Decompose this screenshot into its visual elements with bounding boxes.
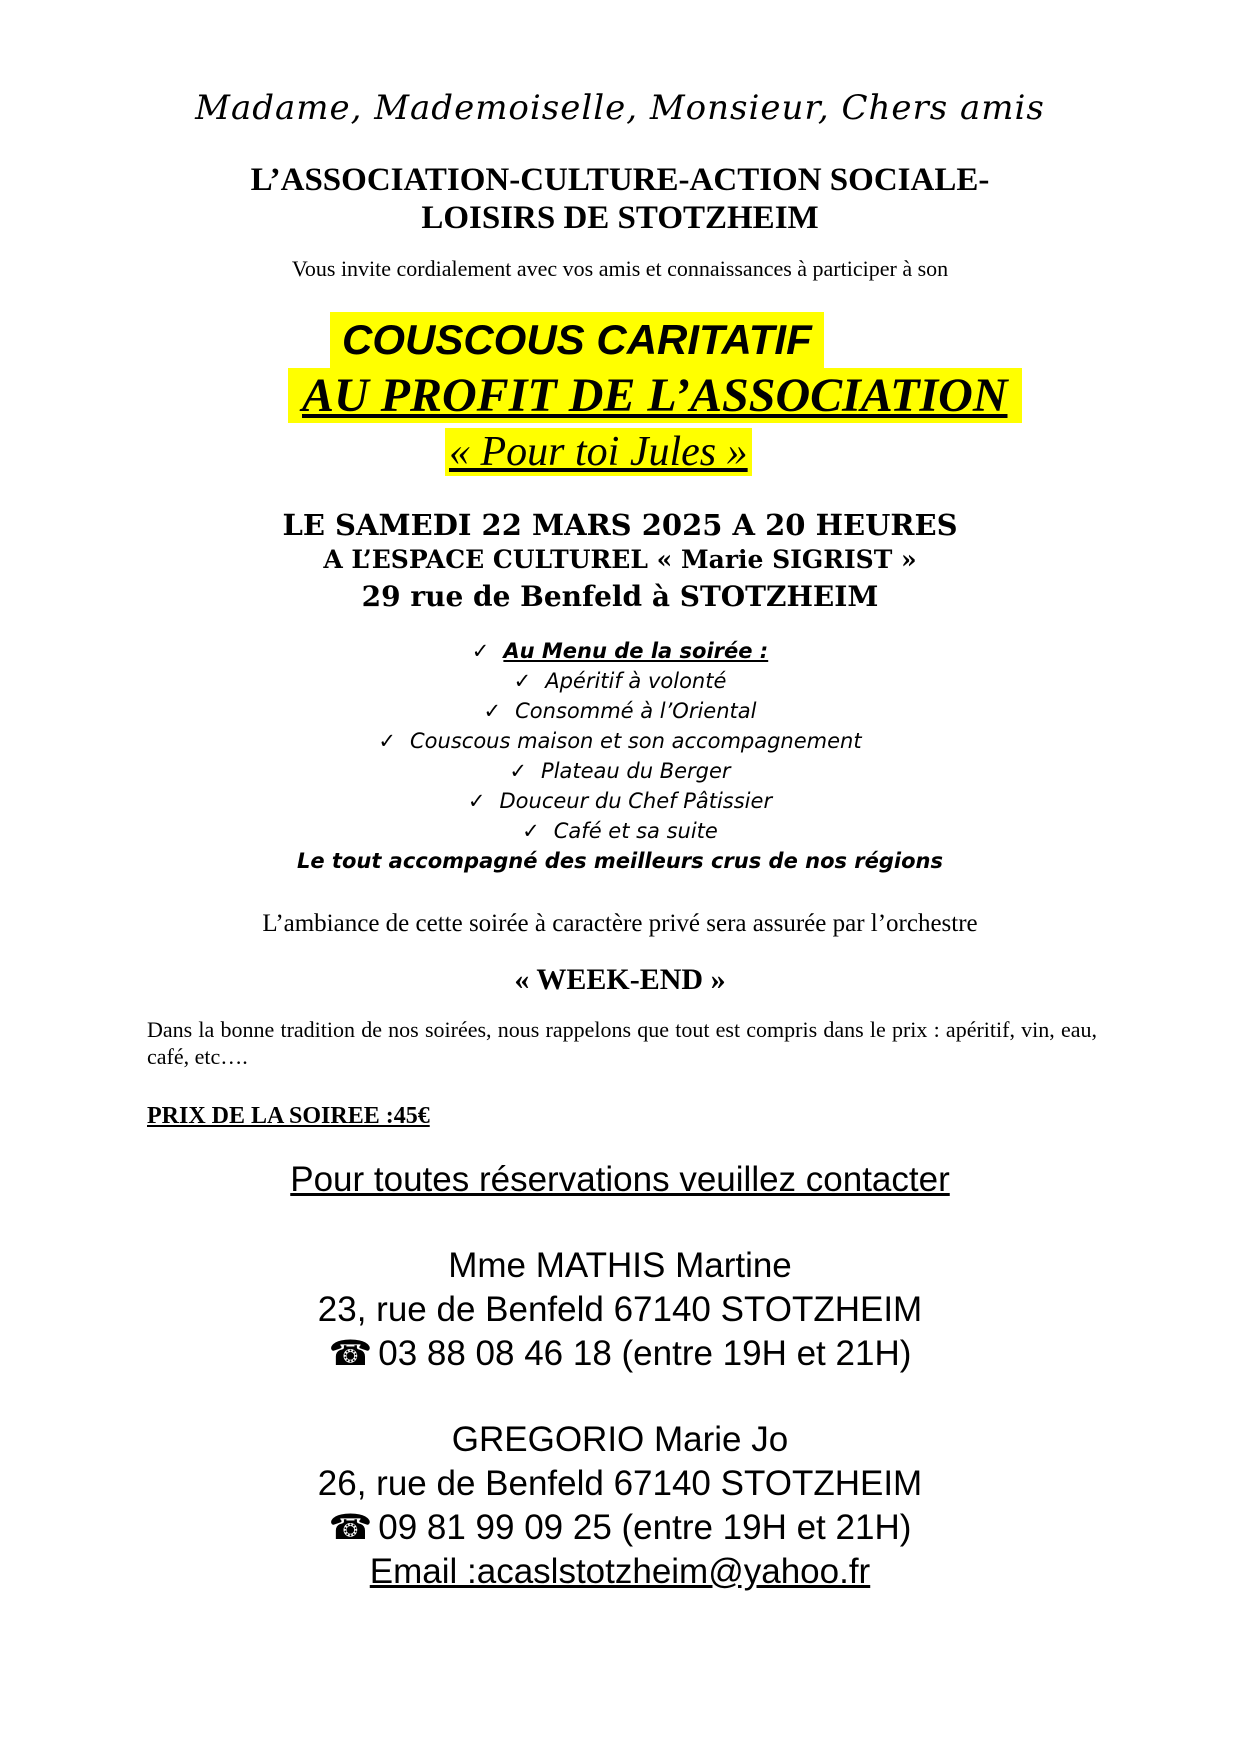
contact-1-address: 23, rue de Benfeld 67140 STOTZHEIM xyxy=(317,1290,923,1329)
check-icon: ✓ xyxy=(509,759,528,783)
list-item xyxy=(0,666,1240,696)
greeting: Madame, Mademoiselle, Monsieur, Chers amis xyxy=(195,88,1045,128)
contact-1-name: Mme MATHIS Martine xyxy=(448,1246,792,1285)
phone-icon: ☎ xyxy=(328,1334,373,1373)
check-icon: ✓ xyxy=(467,789,486,813)
event-beneficiary: AU PROFIT DE L’ASSOCIATION xyxy=(288,368,1022,423)
menu-item: Apéritif à volonté xyxy=(545,669,727,693)
menu-item: Douceur du Chef Pâtissier xyxy=(499,789,773,813)
invitation-text: Vous invite cordialement avec vos amis et connaissances à participer à son xyxy=(291,256,949,281)
list-item xyxy=(0,786,1240,816)
list-item xyxy=(0,816,1240,846)
menu-item: Consommé à l’Oriental xyxy=(515,699,757,723)
contact-2-phone: 09 81 99 09 25 (entre 19H et 21H) xyxy=(378,1508,912,1547)
contact-2-phone-row xyxy=(0,1508,1240,1548)
event-address: 29 rue de Benfeld à STOTZHEIM xyxy=(361,580,879,613)
association-name-line2: LOISIRS DE STOTZHEIM xyxy=(421,200,819,236)
menu-item: Café et sa suite xyxy=(553,819,718,843)
event-date: LE SAMEDI 22 MARS 2025 A 20 HEURES xyxy=(282,508,958,542)
check-icon: ✓ xyxy=(483,699,502,723)
event-price: PRIX DE LA SOIREE :45€ xyxy=(147,1103,430,1129)
association-name-line1: L’ASSOCIATION-CULTURE-ACTION SOCIALE- xyxy=(250,162,990,198)
list-item xyxy=(0,756,1240,786)
menu-heading-row xyxy=(0,636,1240,666)
event-venue: A L’ESPACE CULTUREL « Marie SIGRIST » xyxy=(323,545,917,574)
ambiance-text: L’ambiance de cette soirée à caractère privé sera assurée par l’orchestre xyxy=(262,910,978,937)
check-icon: ✓ xyxy=(471,639,490,663)
event-title: COUSCOUS CARITATIF xyxy=(330,312,824,372)
contact-2-address: 26, rue de Benfeld 67140 STOTZHEIM xyxy=(317,1464,923,1503)
list-item xyxy=(0,726,1240,756)
contact-email[interactable]: Email :acaslstotzheim@yahoo.fr xyxy=(369,1552,871,1591)
check-icon: ✓ xyxy=(378,729,397,753)
contact-1-phone-row xyxy=(0,1334,1240,1374)
contact-2-name: GREGORIO Marie Jo xyxy=(451,1420,789,1459)
phone-icon: ☎ xyxy=(328,1508,373,1547)
menu-footer: Le tout accompagné des meilleurs crus de nos régions xyxy=(296,849,944,873)
check-icon: ✓ xyxy=(513,669,532,693)
reservation-heading: Pour toutes réservations veuillez contacter xyxy=(290,1160,950,1199)
beneficiary-name: « Pour toi Jules » xyxy=(445,428,752,476)
menu-item: Couscous maison et son accompagnement xyxy=(410,729,862,753)
check-icon: ✓ xyxy=(522,819,540,843)
contact-1-phone: 03 88 08 46 18 (entre 19H et 21H) xyxy=(378,1334,912,1373)
menu-heading: Au Menu de la soirée : xyxy=(503,639,769,663)
menu-item: Plateau du Berger xyxy=(541,759,731,783)
list-item xyxy=(0,696,1240,726)
tradition-text: Dans la bonne tradition de nos soirées, nous rappelons que tout est compris dans le prix : apéritif, vin, eau, café, etc…. xyxy=(147,1017,1097,1069)
orchestra-name: « WEEK-END » xyxy=(514,963,726,996)
menu-list xyxy=(0,636,1240,876)
